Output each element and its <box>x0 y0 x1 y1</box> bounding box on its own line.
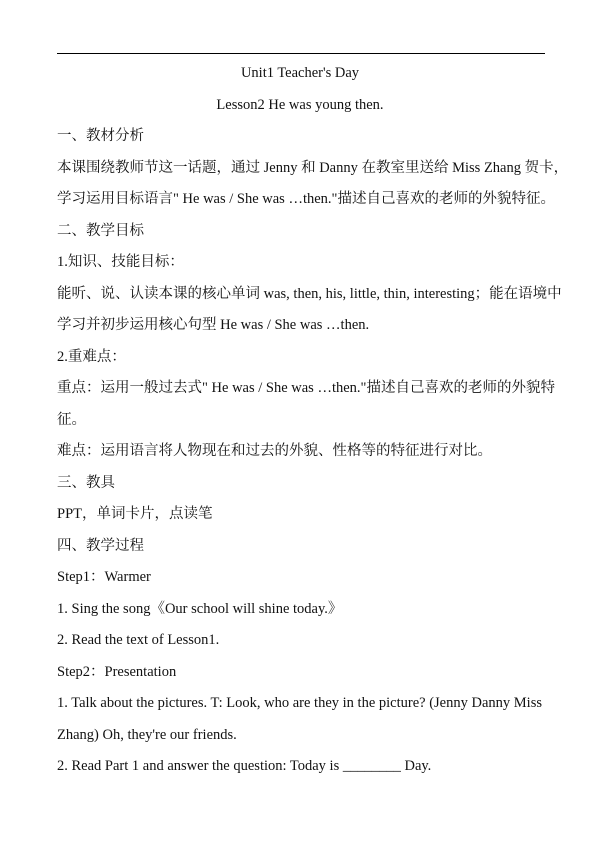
text-line: 学习运用目标语言" He was / She was …then."描述自己喜欢的老师的外貌特征。 <box>57 191 555 207</box>
subheading-key-points: 2.重难点： <box>57 349 126 365</box>
text-line: 1. Sing the song《Our school will shine today.》 <box>57 601 343 617</box>
text-line: 能听、说、认读本课的核心单词 was, then, his, little, thin, interesting；能在语境中 <box>57 286 562 302</box>
text-line: 难点：运用语言将人物现在和过去的外貌、性格等的特征进行对比。 <box>57 443 492 459</box>
text-line: 学习并初步运用核心句型 He was / She was …then. <box>57 317 370 333</box>
lesson-subtitle: Lesson2 He was young then. <box>216 97 384 113</box>
step-heading: Step1：Warmer <box>57 569 151 585</box>
header-rule <box>57 53 545 54</box>
text-line: Zhang) Oh, they're our friends. <box>57 727 237 743</box>
text-line: PPT，单词卡片，点读笔 <box>57 506 213 522</box>
section-heading-materials: 一、教材分析 <box>57 128 144 144</box>
text-line: 本课围绕教师节这一话题，通过 Jenny 和 Danny 在教室里送给 Miss Zhang 贺卡， <box>57 160 569 176</box>
section-heading-tools: 三、教具 <box>57 475 115 491</box>
text-line: 征。 <box>57 412 86 428</box>
subheading-knowledge: 1.知识、技能目标： <box>57 254 184 270</box>
text-line: 1. Talk about the pictures. T: Look, who are they in the picture? (Jenny Danny Miss <box>57 695 542 711</box>
document-title: Unit1 Teacher's Day <box>240 65 360 81</box>
step-heading: Step2：Presentation <box>57 664 177 680</box>
text-line: 重点：运用一般过去式" He was / She was …then."描述自己喜欢的老师的外貌特 <box>57 380 555 396</box>
text-line: 2. Read Part 1 and answer the question: Today is ________ Day. <box>57 758 432 774</box>
section-heading-goals: 二、教学目标 <box>57 223 144 239</box>
section-heading-process: 四、教学过程 <box>57 538 144 554</box>
text-line: 2. Read the text of Lesson1. <box>57 632 220 648</box>
